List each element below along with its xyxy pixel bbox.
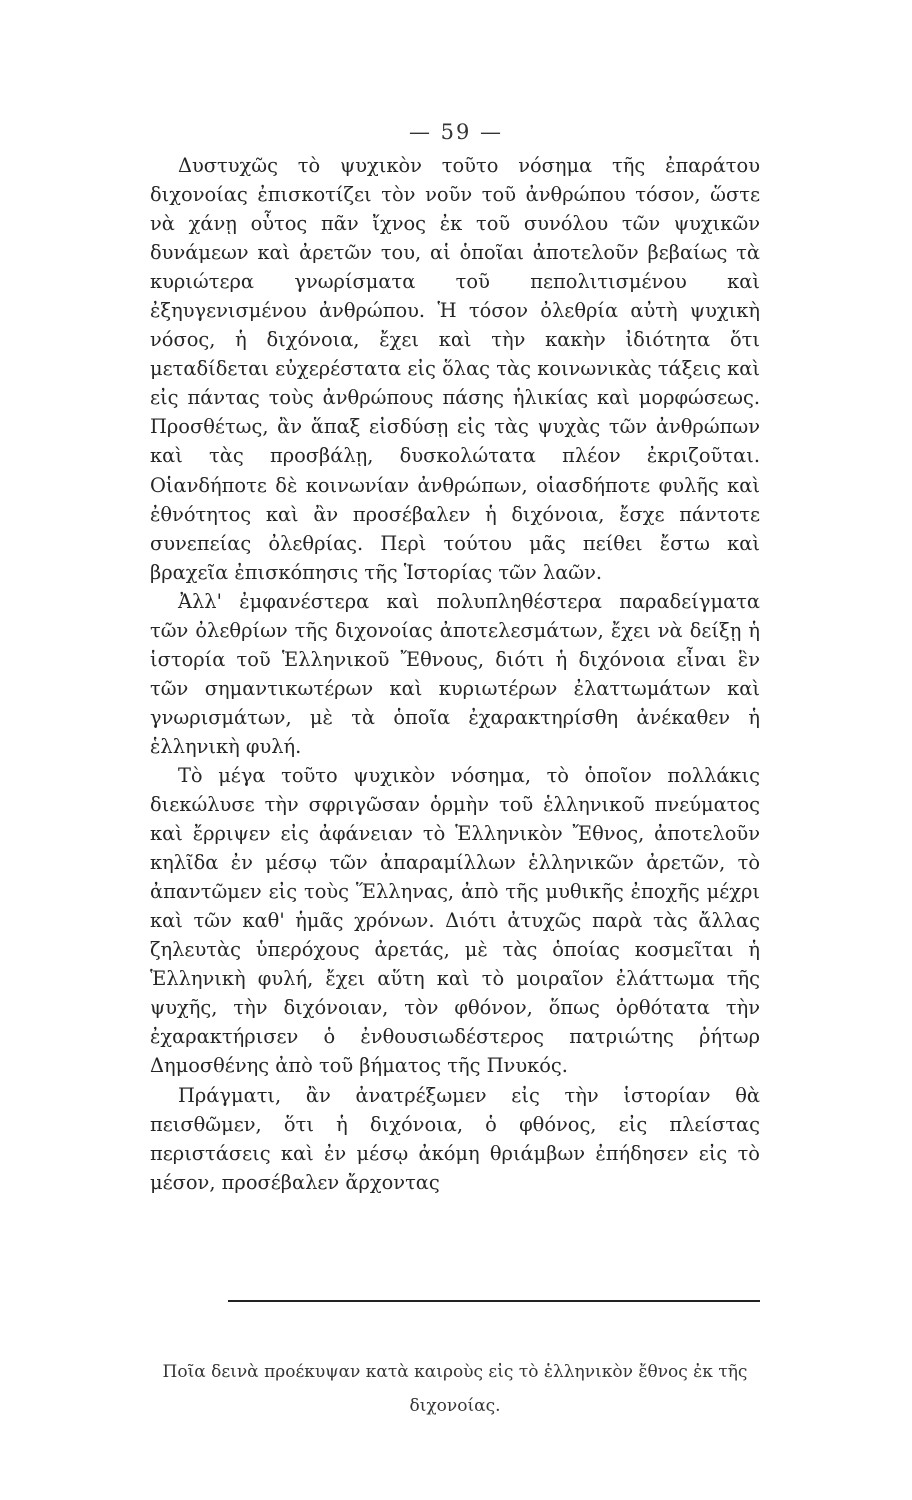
section-divider [228,1300,760,1302]
paragraph: Πράγματι, ἂν ἀνατρέξωμεν εἰς τὴν ἱστορίαν θὰ πεισθῶμεν, ὅτι ἡ διχόνοια, ὁ φθόνος, εἰς πλείστας περιστάσεις καὶ ἐν μέσῳ ἀκόμη θριάμβων ἐπήδησεν εἰς τὸ μέσον, προσέβαλεν ἄρχοντας [150,1083,760,1194]
next-section-title: Ποῖα δεινὰ προέκυψαν κατὰ καιροὺς εἰς τὸ ἑλληνικὸν ἔθνος ἐκ τῆς διχονοίας. [162,1362,748,1416]
paragraph: Ἀλλ' ἐμφανέστερα καὶ πολυπληθέστερα παραδείγματα τῶν ὀλεθρίων τῆς διχονοίας ἀποτελεσμάτων, ἔχει νὰ δείξῃ ἡ ἱστορία τοῦ Ἑλληνικοῦ Ἔθνους, διότι ἡ διχόνοια εἶναι ἓν τῶν σημαντικωτέρων καὶ κυριωτέρων ἐλαττωμάτων καὶ γνωρισμάτων, μὲ τὰ ὁποῖα ἐχαρακτηρίσθη ἀνέκαθεν ἡ ἑλληνικὴ φυλή. [150,589,760,758]
paragraph: Δυστυχῶς τὸ ψυχικὸν τοῦτο νόσημα τῆς ἐπαράτου διχονοίας ἐπισκοτίζει τὸν νοῦν τοῦ ἀνθρώπου τόσον, ὥστε νὰ χάνῃ οὗτος πᾶν ἴχνος ἐκ τοῦ συνόλου τῶν ψυχικῶν δυνάμεων καὶ ἀρετῶν του, αἱ ὁποῖαι ἀποτελοῦν βεβαίως τὰ κυριώτερα γνωρίσματα τοῦ πεπολιτισμένου καὶ ἐξηυγενισμένου ἀνθρώπου. Ἡ τόσον ὀλεθρία αὐτὴ ψυχικὴ νόσος, ἡ διχόνοια, ἔχει καὶ τὴν κακὴν ἰδιότητα ὅτι μεταδίδεται εὐχερέστατα εἰς ὅλας τὰς κοινωνικὰς τάξεις καὶ εἰς πάντας τοὺς ἀνθρώπους πάσης ἡλικίας καὶ μορφώσεως. Προσθέτως, ἂν ἅπαξ εἰσδύσῃ εἰς τὰς ψυχὰς τῶν ἀνθρώπων καὶ τὰς προσβάλῃ, δυσκολώτατα πλέον ἐκριζοῦται. Οἱανδήποτε δὲ κοινωνίαν ἀνθρώπων, οἱασδήποτε φυλῆς καὶ ἐθνότητος καὶ ἂν προσέβαλεν ἡ διχόνοια, ἔσχε πάντοτε συνεπείας ὀλεθρίας. Περὶ τούτου μᾶς πείθει ἔστω καὶ βραχεῖα ἐπισκόπησις τῆς Ἱστορίας τῶν λαῶν. [150,154,760,584]
paragraph: Τὸ μέγα τοῦτο ψυχικὸν νόσημα, τὸ ὁποῖον πολλάκις διεκώλυσε τὴν σφριγῶσαν ὁρμὴν τοῦ ἑλληνικοῦ πνεύματος καὶ ἔρριψεν εἰς ἀφάνειαν τὸ Ἑλληνικὸν Ἔθνος, ἀποτελοῦν κηλῖδα ἐν μέσῳ τῶν ἀπαραμίλλων ἑλληνικῶν ἀρετῶν, τὸ ἀπαντῶμεν εἰς τοὺς Ἕλληνας, ἀπὸ τῆς μυθικῆς ἐποχῆς μέχρι καὶ τῶν καθ' ἡμᾶς χρόνων. Διότι ἀτυχῶς παρὰ τὰς ἄλλας ζηλευτὰς ὑπερόχους ἀρετάς, μὲ τὰς ὁποίας κοσμεῖται ἡ Ἑλληνικὴ φυλή, ἔχει αὕτη καὶ τὸ μοιραῖον ἐλάττωμα τῆς ψυχῆς, τὴν διχόνοιαν, τὸν φθόνον, ὅπως ὀρθότατα τὴν ἐχαρακτήρισεν ὁ ἐνθουσιωδέστερος πατριώτης ῥήτωρ Δημοσθένης ἀπὸ τοῦ βήματος τῆς Πνυκός. [150,763,760,1078]
page-number: — 59 — [408,120,504,144]
body-text [150,151,760,1197]
